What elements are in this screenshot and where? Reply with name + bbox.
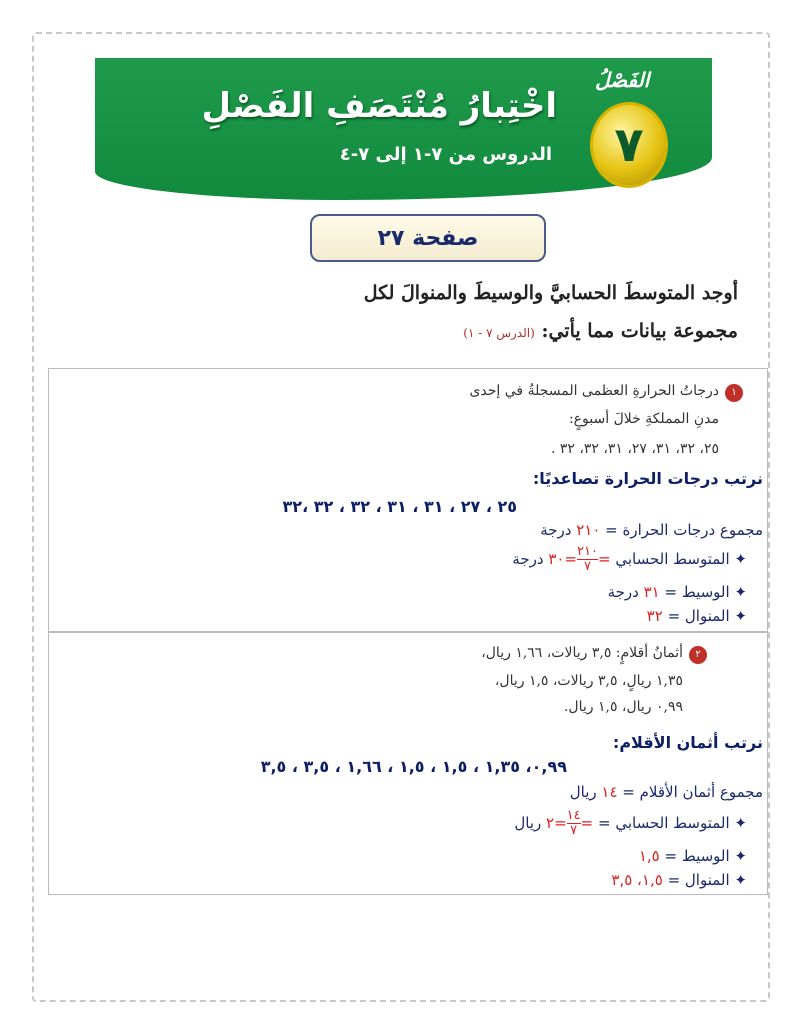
q2-number: ٢ <box>689 646 707 664</box>
banner-subtitle: الدروس من ٧-١ إلى ٧-٤ <box>339 144 552 165</box>
frac-den: ٧ <box>584 559 591 574</box>
question-2 <box>48 632 768 895</box>
q2-mean-label: المتوسط الحسابي = <box>598 814 730 832</box>
q1-mode-label: المنوال = <box>667 607 730 625</box>
q2-sum <box>570 783 763 801</box>
q2-text2: ١,٣٥ ريالٍ، ٣,٥ ريالات، ١,٥ ريال، <box>494 673 683 689</box>
q1-data: ٢٥، ٣٢، ٣١، ٢٧، ٣١، ٣٢، ٣٢ . <box>550 441 719 457</box>
q1-median-value: ٣١ <box>643 583 660 601</box>
q1-text1 <box>469 383 743 402</box>
q1-mean-value: ٣٠ <box>548 550 565 568</box>
q1-text2: مدنِ المملكةِ خلالَ أسبوعٍ: <box>568 411 719 427</box>
q2-unit: ريال <box>569 783 597 801</box>
q2-mean-value: ٢ <box>546 814 555 832</box>
frac-num: ٢١٠ <box>577 544 598 559</box>
lesson-ref: (الدرس ٧ - ١) <box>463 326 535 340</box>
q1-mode-value: ٣٢ <box>646 607 663 625</box>
q1-mean: ✦ المتوسط الحسابي = $\frac{٢١٠}{٧}$ =٣٠ درجة <box>512 544 747 574</box>
q1-unit: درجة <box>540 521 572 539</box>
q2-mode-label: المنوال = <box>667 871 730 889</box>
q2-text3: ٠,٩٩ ريال، ١,٥ ريال. <box>563 699 683 715</box>
q1-unit2: درجة <box>512 550 544 568</box>
q2-mode-value: ١,٥، ٣,٥ <box>611 871 663 889</box>
q1-number: ١ <box>725 384 743 402</box>
chapter-number-badge: ٧ <box>590 102 668 188</box>
q2-sort-heading: نرتب أثمان الأقلام: <box>612 733 763 752</box>
q2-sum-label: مجموع أثمان الأقلام = <box>622 783 763 801</box>
q1-unit3: درجة <box>607 583 639 601</box>
instruction-text: مجموعة بيانات مما يأتي: <box>541 320 738 342</box>
frac-den: ٧ <box>570 823 578 838</box>
q2-text1-content: أثمانُ أقلامٍ: ٣,٥ ريالات، ١,٦٦ ريال، <box>481 645 683 661</box>
q2-mode: ✦ المنوال = ١,٥، ٣,٥ <box>611 871 747 889</box>
q1-sum <box>540 521 763 539</box>
q1-sum-value: ٢١٠ <box>576 521 601 539</box>
page-label: صفحة ٢٧ <box>310 214 546 262</box>
q2-median-value: ١,٥ <box>638 847 660 865</box>
q2-median: ✦ الوسيط = ١,٥ <box>638 847 747 865</box>
q2-fraction <box>567 809 581 838</box>
q1-median-label: الوسيط = <box>664 583 730 601</box>
q2-mean: ✦ المتوسط الحسابي = = $\frac{١٤}{٧}$ =٢ ريال <box>514 808 747 838</box>
q2-sorted: ٠,٩٩، ١,٣٥ ، ١,٥ ، ١,٥ ، ١,٦٦ ، ٣,٥ ، ٣,٥ <box>260 757 567 776</box>
instruction-line2 <box>463 320 738 342</box>
q1-median: ✦ الوسيط = ٣١ درجة <box>607 583 747 601</box>
q2-text1 <box>481 645 707 664</box>
chapter-label: الفَصْلُ <box>595 68 650 92</box>
q1-sorted: ٢٥ ، ٢٧ ، ٣١ ، ٣١ ، ٣٢ ، ٣٢ ،٣٢ <box>282 497 517 516</box>
q1-sort-heading: نرتب درجات الحرارة تصاعديًا: <box>532 469 763 488</box>
instruction-line1: أوجد المتوسطَ الحسابيَّ والوسيطَ والمنوالَ لكل <box>363 282 738 304</box>
q1-mean-label: المتوسط الحسابي <box>615 550 730 568</box>
q1-fraction <box>577 545 598 574</box>
q2-sum-value: ١٤ <box>601 783 618 801</box>
banner-title: اخْتِبارُ مُنْتَصَفِ الفَصْلِ <box>201 86 557 126</box>
q1-sum-label: مجموع درجات الحرارة = <box>605 521 763 539</box>
frac-num: ١٤ <box>566 808 581 823</box>
q1-mode: ✦ المنوال = ٣٢ <box>646 607 747 625</box>
question-1 <box>48 368 768 632</box>
q1-text1-content: درجاتُ الحرارةِ العظمى المسجلةُ في إحدى <box>469 383 719 399</box>
q2-median-label: الوسيط = <box>664 847 730 865</box>
q2-unit2: ريال <box>514 814 542 832</box>
